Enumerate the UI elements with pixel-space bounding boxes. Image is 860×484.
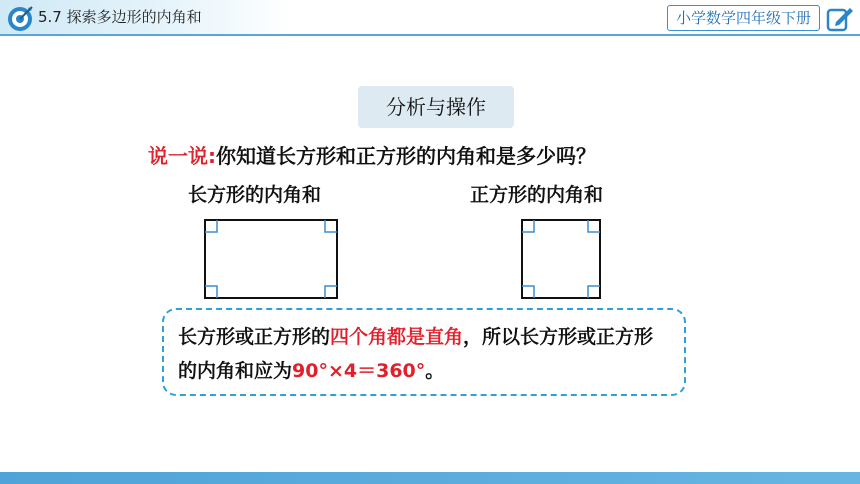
square-label: 正方形的内角和 [470, 184, 604, 206]
right-angle-mark [588, 286, 600, 298]
right-angle-mark [205, 220, 217, 232]
right-angle-mark [522, 286, 534, 298]
bottom-bar [0, 472, 860, 484]
square-figure [521, 219, 601, 299]
target-icon [6, 5, 34, 33]
section-heading: 分析与操作 [358, 86, 514, 128]
rectangle-label: 长方形的内角和 [188, 184, 322, 206]
question-label: 说一说: [148, 144, 216, 168]
header-divider [0, 34, 860, 36]
answer-text: ，所以长方形或正方形的内角和应为 [178, 326, 654, 382]
right-angle-mark [205, 286, 217, 298]
header-bar [0, 0, 860, 38]
answer-text: 。 [425, 360, 445, 382]
right-angle-mark [588, 220, 600, 232]
grade-label: 小学数学四年级下册 [667, 5, 820, 31]
right-angle-mark [325, 220, 337, 232]
question-text: 你知道长方形和正方形的内角和是多少吗？ [216, 144, 596, 168]
answer-highlight-right-angles: 四个角都是直角 [330, 326, 464, 348]
right-angle-mark [325, 286, 337, 298]
lesson-title: 5.7 探索多边形的内角和 [38, 8, 202, 26]
rectangle-figure [204, 219, 338, 299]
question-line [148, 140, 596, 169]
right-angle-mark [522, 220, 534, 232]
answer-text: 长方形或正方形的 [178, 326, 331, 348]
answer-highlight-equation: 90°×4＝360° [292, 360, 426, 382]
answer-box [162, 308, 686, 396]
edit-icon[interactable] [826, 4, 854, 32]
